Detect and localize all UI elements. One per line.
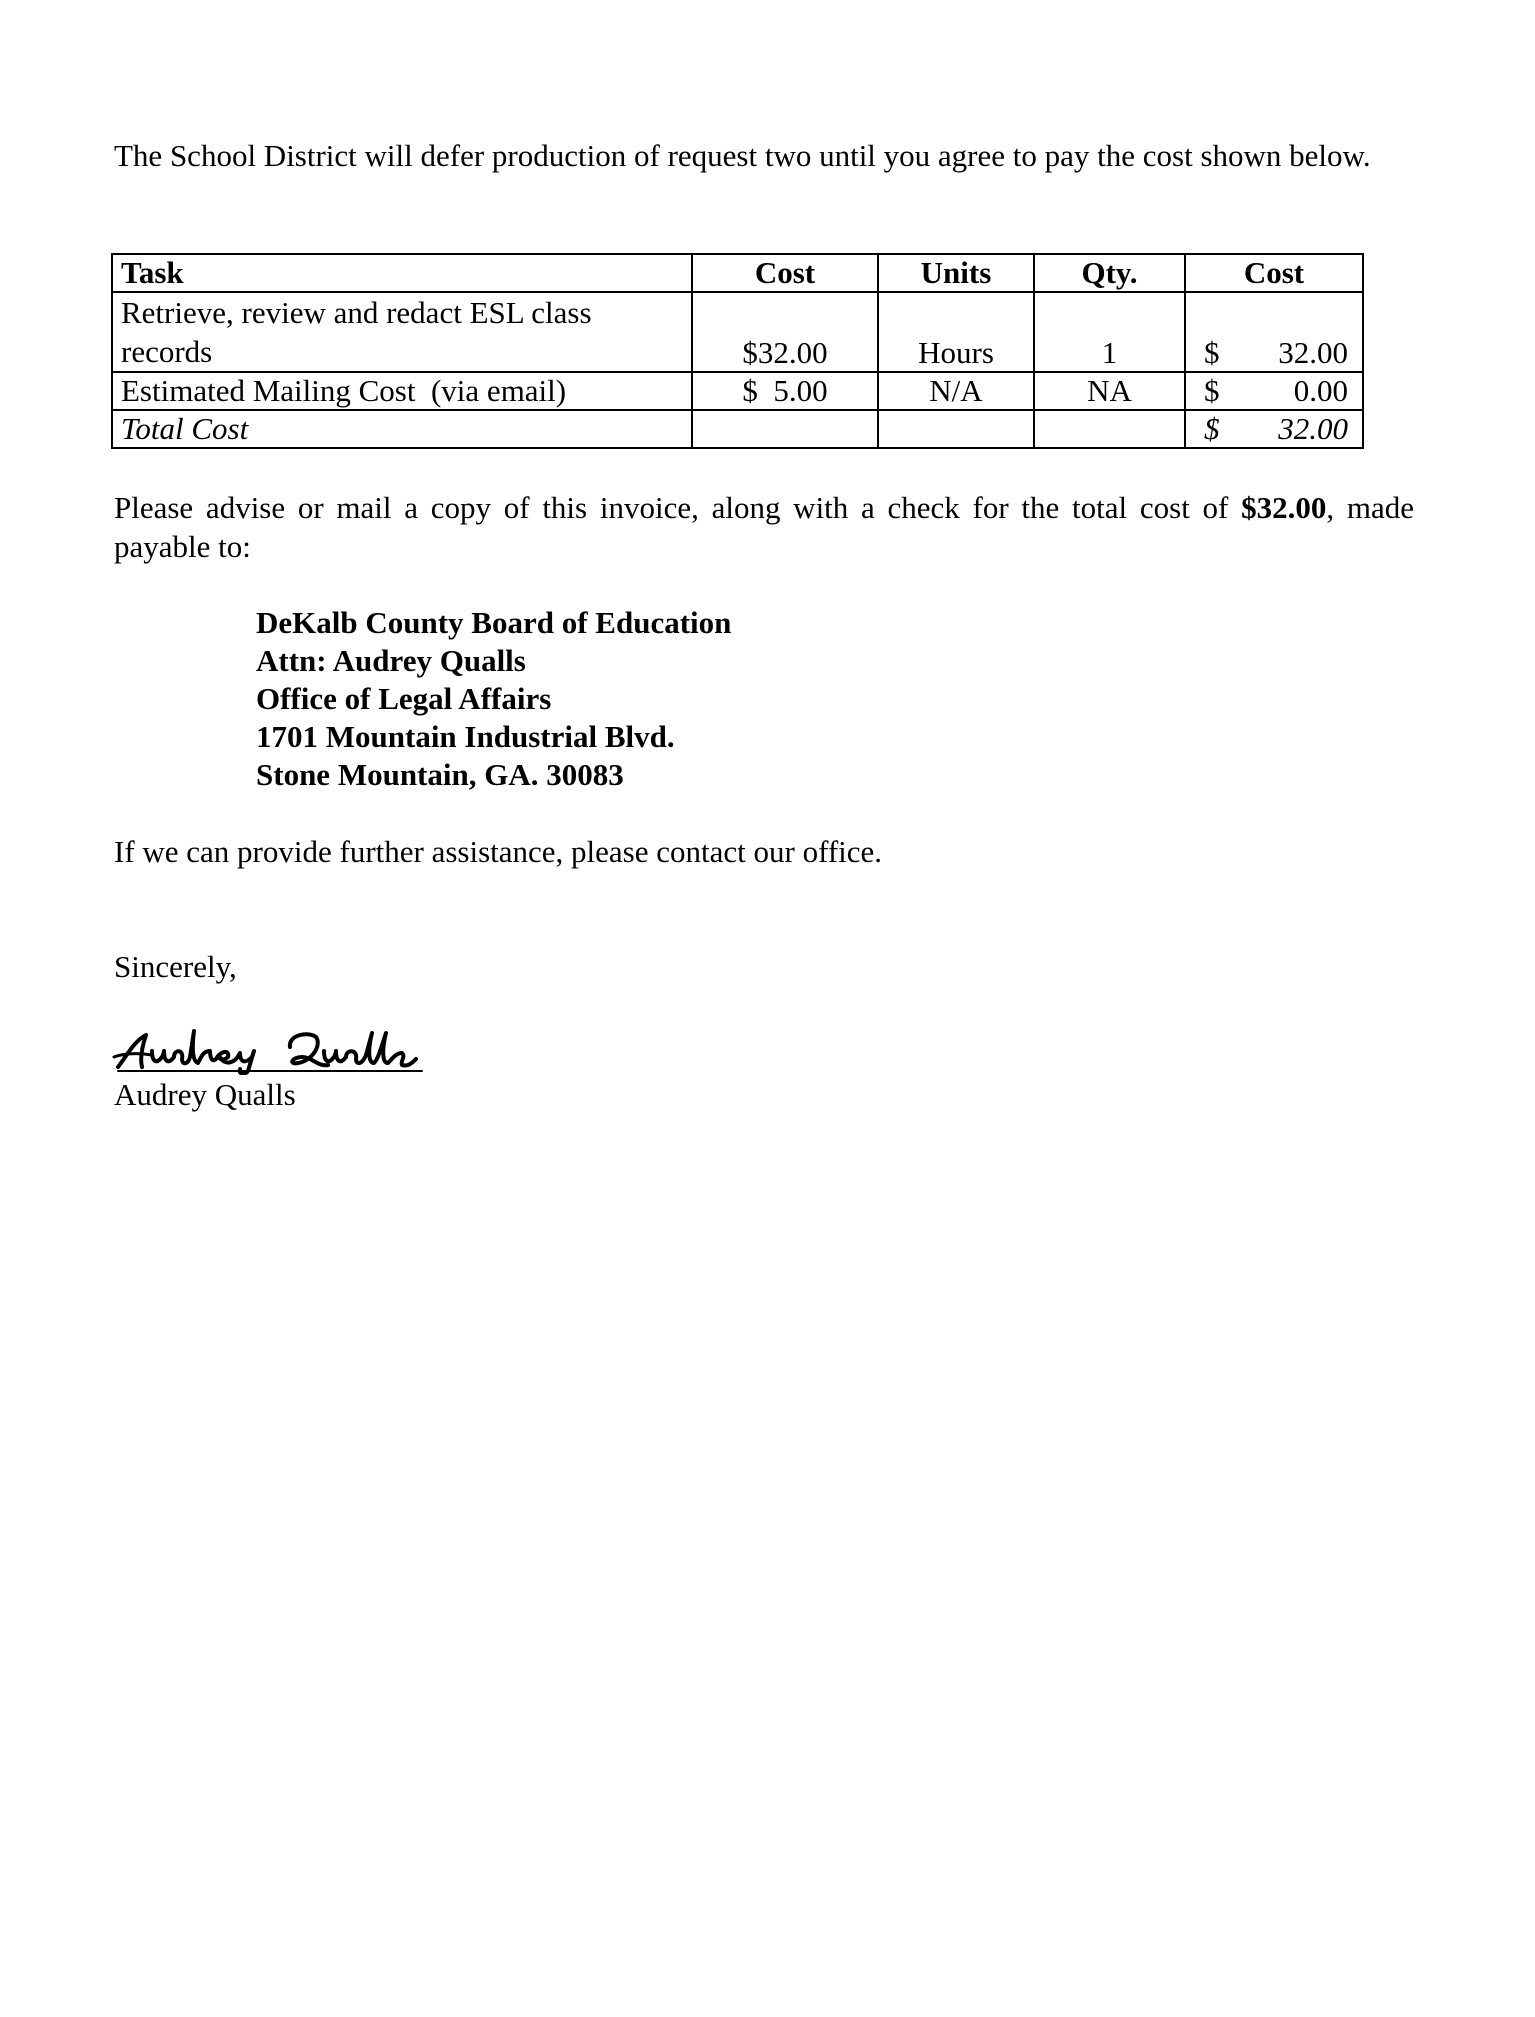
total-empty-cost — [692, 410, 878, 448]
row-total-value: 0.00 — [1293, 373, 1348, 408]
row-currency: $ — [1204, 335, 1220, 370]
address-line-4: 1701 Mountain Industrial Blvd. — [256, 719, 675, 754]
row-qty: 1 — [1034, 292, 1185, 372]
header-units: Units — [878, 254, 1034, 292]
address-line-5: Stone Mountain, GA. 30083 — [256, 757, 624, 792]
row-units: Hours — [878, 292, 1034, 372]
row-qty: NA — [1034, 372, 1185, 410]
row-total-value: 32.00 — [1278, 335, 1348, 370]
cost-table-header — [112, 254, 1363, 292]
total-empty-qty — [1034, 410, 1185, 448]
header-task: Task — [112, 254, 692, 292]
address-line-2: Attn: Audrey Qualls — [256, 643, 526, 678]
row-task: Estimated Mailing Cost (via email) — [112, 372, 692, 410]
total-row — [112, 410, 1363, 448]
closing: Sincerely, — [114, 949, 237, 984]
intro-paragraph: The School District will defer production of request two until you agree to pay the cost shown below. — [114, 138, 1371, 173]
total-label: Total Cost — [112, 410, 692, 448]
total-empty-units — [878, 410, 1034, 448]
row-units: N/A — [878, 372, 1034, 410]
total-value: 32.00 — [1278, 411, 1348, 446]
address-line-3: Office of Legal Affairs — [256, 681, 552, 716]
payee-address — [256, 604, 731, 794]
advise-amount: $32.00 — [1241, 490, 1327, 525]
cost-table — [111, 253, 1364, 449]
row-total — [1185, 372, 1363, 410]
table-row — [112, 292, 1363, 372]
advise-text-after: , made payable to: — [114, 490, 1414, 564]
header-total-cost: Cost — [1185, 254, 1363, 292]
row-cost: $ 5.00 — [692, 372, 878, 410]
signatory-name: Audrey Qualls — [114, 1077, 296, 1112]
row-cost: $32.00 — [692, 292, 878, 372]
advise-text: Please advise or mail a copy of this invoice, along with a check for the total cost of — [114, 490, 1242, 525]
advise-paragraph — [114, 488, 1414, 566]
header-cost: Cost — [692, 254, 878, 292]
table-row — [112, 372, 1363, 410]
further-assistance-paragraph: If we can provide further assistance, please contact our office. — [114, 834, 883, 869]
header-qty: Qty. — [1034, 254, 1185, 292]
total-currency: $ — [1204, 411, 1220, 446]
total-amount — [1185, 410, 1363, 448]
address-line-1: DeKalb County Board of Education — [256, 605, 732, 640]
row-total — [1185, 292, 1363, 372]
signature-image — [112, 1027, 432, 1075]
row-task: Retrieve, review and redact ESL class records — [112, 292, 692, 372]
row-currency: $ — [1204, 373, 1220, 408]
